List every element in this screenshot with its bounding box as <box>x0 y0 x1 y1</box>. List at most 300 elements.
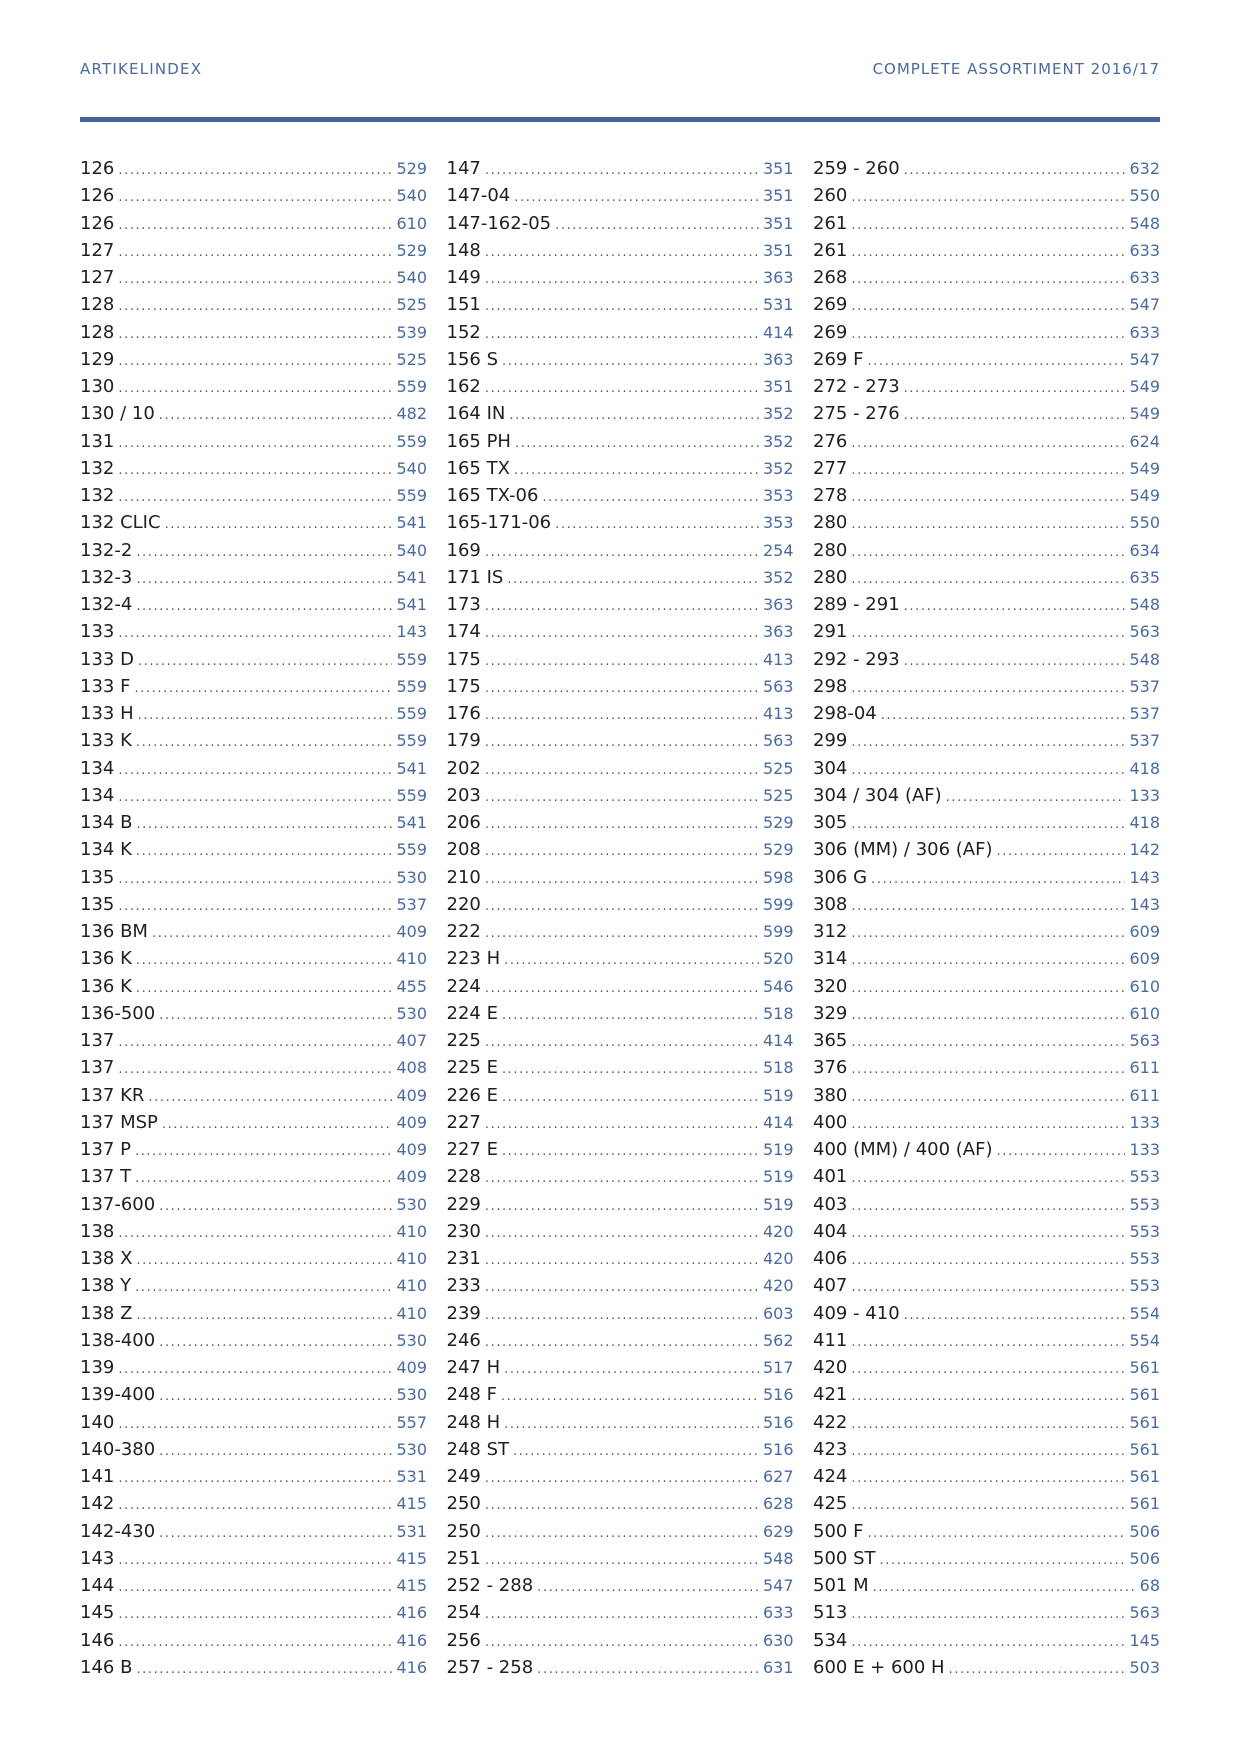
index-entry-page-number: 553 <box>1129 1167 1160 1187</box>
index-entry-term: 304 <box>813 757 848 779</box>
index-entry-term: 174 <box>446 621 481 643</box>
index-entry-page-number: 633 <box>762 1603 794 1623</box>
dot-leader <box>851 490 1125 505</box>
index-entry <box>447 1630 794 1657</box>
dot-leader <box>502 1008 759 1023</box>
dot-leader <box>851 735 1125 750</box>
index-entry-page-number: 414 <box>762 1031 794 1050</box>
index-entry <box>813 1248 1160 1275</box>
index-entry-page-number: 409 <box>396 1085 427 1105</box>
index-entry-term: 422 <box>813 1411 848 1433</box>
index-entry-term: 202 <box>446 757 481 779</box>
index-entry <box>813 403 1160 430</box>
index-entry-term: 226 E <box>446 1084 498 1106</box>
index-entry-term: 261 <box>813 239 848 261</box>
dot-leader <box>904 654 1126 669</box>
index-entry <box>813 567 1160 594</box>
index-entry-term: 143 <box>80 1547 115 1569</box>
index-entry-term: 139-400 <box>80 1384 156 1406</box>
index-entry-page-number: 520 <box>762 949 794 969</box>
index-entry-term: 230 <box>446 1220 481 1242</box>
dot-leader <box>851 681 1125 696</box>
index-entry-page-number: 519 <box>762 1140 794 1159</box>
dot-leader <box>851 953 1125 968</box>
index-entry-page-number: 142 <box>1129 840 1160 860</box>
index-entry-term: 306 (MM) / 306 (AF) <box>813 839 993 861</box>
dot-leader <box>485 1117 759 1132</box>
index-entry-term: 376 <box>813 1057 848 1079</box>
index-entry-term: 164 IN <box>446 403 506 425</box>
index-entry-page-number: 537 <box>396 894 427 914</box>
index-entry-term: 224 E <box>446 1002 498 1024</box>
index-entry-term: 513 <box>813 1602 848 1624</box>
dot-leader <box>118 626 392 641</box>
index-entry-page-number: 143 <box>1129 894 1160 914</box>
index-entry-page-number: 410 <box>396 1276 427 1296</box>
index-entry-term: 231 <box>446 1248 481 1269</box>
dot-leader <box>485 681 759 696</box>
index-entry-page-number: 541 <box>396 513 427 533</box>
index-entry <box>813 1657 1160 1684</box>
index-entry <box>447 1139 794 1166</box>
index-entry-page-number: 414 <box>762 322 794 342</box>
index-entry-term: 147 <box>446 158 481 179</box>
index-entry <box>447 267 794 294</box>
index-entry-page-number: 627 <box>762 1467 794 1486</box>
dot-leader <box>880 1553 1126 1568</box>
index-entry <box>80 976 427 1003</box>
index-entry-page-number: 549 <box>1129 377 1160 396</box>
dot-leader <box>485 272 759 287</box>
dot-leader <box>118 272 392 287</box>
dot-leader <box>537 1662 759 1677</box>
index-entry <box>447 921 794 948</box>
index-entry-term: 224 <box>446 975 481 997</box>
index-entry-term: 127 <box>80 267 115 288</box>
dot-leader <box>871 872 1125 887</box>
dot-leader <box>485 708 759 723</box>
index-entry-term: 329 <box>813 1002 848 1024</box>
index-entry-term: 280 <box>813 512 848 534</box>
dot-leader <box>159 1008 392 1023</box>
dot-leader <box>485 1635 759 1650</box>
index-entry-page-number: 518 <box>762 1058 794 1078</box>
dot-leader <box>485 1171 759 1186</box>
index-entry-term: 128 <box>80 321 115 343</box>
index-entry-page-number: 550 <box>1129 186 1160 206</box>
index-entry <box>813 1112 1160 1139</box>
dot-leader <box>118 899 392 914</box>
index-entry-term: 130 <box>80 376 115 397</box>
dot-leader <box>159 1526 392 1541</box>
index-entry-term: 600 E + 600 H <box>813 1656 945 1678</box>
index-entry-page-number: 549 <box>1129 486 1160 505</box>
index-entry-term: 165-171-06 <box>446 512 552 534</box>
dot-leader <box>485 1335 759 1350</box>
index-entry-page-number: 530 <box>396 1194 427 1214</box>
index-entry-term: 257 - 258 <box>446 1656 534 1678</box>
index-entry-term: 130 / 10 <box>80 403 155 425</box>
index-entry <box>80 1439 427 1466</box>
index-entry-page-number: 554 <box>1129 1330 1160 1350</box>
index-entry <box>447 512 794 539</box>
dot-leader <box>513 1444 759 1459</box>
dot-leader <box>118 190 392 205</box>
index-entry <box>813 1493 1160 1520</box>
index-entry <box>447 1521 794 1548</box>
index-entry <box>447 1439 794 1466</box>
index-entry-page-number: 549 <box>1129 404 1160 424</box>
index-entry-page-number: 525 <box>396 349 427 369</box>
index-entry-term: 500 ST <box>813 1547 876 1569</box>
dot-leader <box>485 1226 759 1241</box>
index-entry-page-number: 537 <box>1129 731 1160 751</box>
index-entry <box>80 730 427 757</box>
index-entry-term: 298-04 <box>813 703 877 724</box>
index-entry <box>80 376 427 403</box>
index-entry-page-number: 540 <box>396 268 427 287</box>
running-header-catalog: COMPLETE ASSORTIMENT 2016/17 <box>872 60 1160 78</box>
index-entry <box>813 1412 1160 1439</box>
index-entry <box>813 213 1160 240</box>
index-entry-term: 289 - 291 <box>813 594 900 615</box>
index-entry <box>80 1657 427 1684</box>
index-entry <box>447 649 794 676</box>
dot-leader <box>851 1417 1125 1432</box>
dot-leader <box>485 1308 759 1323</box>
dot-leader <box>136 844 393 859</box>
index-entry-term: 380 <box>813 1084 848 1106</box>
index-entry <box>813 322 1160 349</box>
dot-leader <box>159 408 393 423</box>
dot-leader <box>165 517 393 532</box>
index-entry-term: 147-04 <box>446 185 511 207</box>
dot-leader <box>851 1389 1125 1404</box>
dot-leader <box>136 735 393 750</box>
dot-leader <box>851 1171 1125 1186</box>
dot-leader <box>501 1389 759 1404</box>
dot-leader <box>485 763 759 778</box>
dot-leader <box>851 763 1125 778</box>
index-entry-page-number: 531 <box>762 295 794 315</box>
index-entry <box>813 349 1160 376</box>
dot-leader <box>118 1580 392 1595</box>
index-entry-page-number: 363 <box>762 268 794 287</box>
index-entry-term: 141 <box>80 1466 115 1487</box>
index-entry-page-number: 455 <box>396 976 427 996</box>
index-entry-term: 175 <box>446 648 481 670</box>
dot-leader <box>485 599 759 614</box>
index-entry-term: 299 <box>813 730 848 752</box>
index-entry <box>447 785 794 812</box>
index-entry-term: 133 F <box>80 675 131 697</box>
dot-leader <box>118 163 392 178</box>
index-entry-page-number: 610 <box>1129 1003 1160 1023</box>
index-entry-page-number: 353 <box>762 513 794 533</box>
dot-leader <box>485 735 759 750</box>
index-entry-page-number: 547 <box>762 1576 794 1595</box>
index-entry <box>813 1357 1160 1384</box>
index-entry <box>813 649 1160 676</box>
index-entry-page-number: 415 <box>396 1494 427 1514</box>
index-entry-term: 306 G <box>813 866 868 888</box>
index-entry <box>813 1275 1160 1302</box>
index-entry-term: 136 K <box>80 948 132 970</box>
index-entry-term: 304 / 304 (AF) <box>813 784 942 806</box>
index-entry-page-number: 408 <box>396 1058 427 1078</box>
index-entry-term: 134 B <box>80 812 133 833</box>
index-entry <box>813 1057 1160 1084</box>
index-entry <box>813 458 1160 485</box>
dot-leader <box>851 517 1125 532</box>
index-entry-term: 137 MSP <box>80 1111 158 1133</box>
index-entry-page-number: 414 <box>762 1112 794 1132</box>
dot-leader <box>118 1498 392 1513</box>
index-entry-term: 136-500 <box>80 1002 156 1024</box>
index-entry-page-number: 418 <box>1129 758 1160 778</box>
index-entry-page-number: 561 <box>1129 1439 1160 1459</box>
index-entry-term: 223 H <box>446 948 501 970</box>
index-entry <box>447 867 794 894</box>
dot-leader <box>118 354 392 369</box>
index-entry-term: 140-380 <box>80 1438 156 1460</box>
dot-leader <box>851 545 1125 560</box>
index-entry-page-number: 68 <box>1139 1576 1160 1595</box>
dot-leader <box>485 626 759 641</box>
index-entry-page-number: 550 <box>1129 513 1160 533</box>
index-entry-page-number: 548 <box>1129 649 1160 669</box>
index-entry-term: 228 <box>446 1166 481 1188</box>
index-entry-term: 149 <box>446 267 481 288</box>
index-entry-term: 256 <box>446 1629 481 1651</box>
index-entry-term: 137 <box>80 1030 115 1051</box>
index-entry-term: 308 <box>813 893 848 915</box>
index-entry-page-number: 610 <box>396 213 427 233</box>
dot-leader <box>118 1553 392 1568</box>
index-entry <box>447 1166 794 1193</box>
dot-leader <box>502 1144 759 1159</box>
index-entry-term: 220 <box>446 893 481 915</box>
index-entry-term: 129 <box>80 348 115 370</box>
index-entry-term: 165 PH <box>446 430 511 452</box>
index-entry-page-number: 559 <box>396 676 427 696</box>
dot-leader <box>118 1607 392 1622</box>
index-entry <box>80 1548 427 1575</box>
index-entry <box>80 185 427 212</box>
index-entry-page-number: 553 <box>1129 1276 1160 1296</box>
index-entry-page-number: 530 <box>396 1003 427 1023</box>
index-entry-term: 423 <box>813 1438 848 1460</box>
index-entry <box>447 431 794 458</box>
index-entry <box>80 594 427 621</box>
index-entry <box>80 158 427 185</box>
dot-leader <box>485 1471 759 1486</box>
dot-leader <box>851 272 1125 287</box>
index-entry-page-number: 133 <box>1129 785 1160 805</box>
dot-leader <box>135 1144 393 1159</box>
index-entry-page-number: 609 <box>1129 922 1160 941</box>
index-entry-term: 275 - 276 <box>813 403 900 425</box>
index-entry-term: 145 <box>80 1602 115 1624</box>
index-entry-page-number: 548 <box>1129 595 1160 614</box>
dot-leader <box>118 1226 392 1241</box>
dot-leader <box>135 1171 392 1186</box>
index-entry-page-number: 352 <box>762 567 794 587</box>
dot-leader <box>118 1471 392 1486</box>
index-entry-page-number: 628 <box>762 1494 794 1514</box>
dot-leader <box>118 218 392 233</box>
index-entry-term: 179 <box>446 730 481 752</box>
index-entry <box>80 1194 427 1221</box>
dot-leader <box>851 1117 1125 1132</box>
index-entry-term: 227 E <box>446 1139 498 1160</box>
index-entry <box>80 322 427 349</box>
dot-leader <box>904 381 1126 396</box>
index-entry-term: 305 <box>813 812 848 833</box>
index-entry-page-number: 409 <box>396 1112 427 1132</box>
index-entry <box>80 867 427 894</box>
index-entry-page-number: 611 <box>1129 1058 1160 1078</box>
index-entry-page-number: 540 <box>396 458 427 478</box>
index-entry-term: 278 <box>813 485 848 506</box>
dot-leader <box>851 1226 1125 1241</box>
index-entry-term: 156 S <box>446 348 499 370</box>
index-entry-term: 280 <box>813 566 848 588</box>
index-entry-term: 132-2 <box>80 539 133 561</box>
index-entry <box>80 1275 427 1302</box>
index-entry-page-number: 529 <box>396 159 427 178</box>
index-entry-term: 140 <box>80 1411 115 1433</box>
index-entry-term: 138 <box>80 1220 115 1242</box>
index-entry <box>813 1384 1160 1411</box>
index-entry <box>80 1630 427 1657</box>
index-entry <box>447 1003 794 1030</box>
index-entry <box>80 1493 427 1520</box>
index-entry-term: 165 TX <box>446 457 510 479</box>
dot-leader <box>851 327 1125 342</box>
index-entry-page-number: 624 <box>1129 431 1160 451</box>
dot-leader <box>504 1417 759 1432</box>
index-entry <box>813 376 1160 403</box>
index-entry-term: 406 <box>813 1248 848 1269</box>
index-entry-page-number: 143 <box>396 622 427 642</box>
index-entry-page-number: 561 <box>1129 1494 1160 1514</box>
index-entry-page-number: 410 <box>396 1221 427 1241</box>
index-entry-term: 132-4 <box>80 594 133 615</box>
index-entry-page-number: 519 <box>762 1167 794 1187</box>
index-entry-term: 320 <box>813 975 848 997</box>
dot-leader <box>162 1117 393 1132</box>
index-entry-term: 248 H <box>446 1411 501 1433</box>
index-entry-page-number: 530 <box>396 867 427 887</box>
index-entry-term: 268 <box>813 267 848 288</box>
index-entry <box>80 1357 427 1384</box>
dot-leader <box>485 817 759 832</box>
index-entry-term: 261 <box>813 212 848 234</box>
index-entry <box>80 1521 427 1548</box>
index-entry-page-number: 541 <box>396 595 427 614</box>
index-entry <box>813 976 1160 1003</box>
index-entry-term: 225 <box>446 1030 481 1051</box>
index-entry-term: 127 <box>80 239 115 261</box>
index-entry-page-number: 562 <box>762 1330 794 1350</box>
index-entry-page-number: 410 <box>396 1249 427 1268</box>
dot-leader <box>485 1280 759 1295</box>
index-entry <box>447 322 794 349</box>
index-entry-term: 134 <box>80 784 115 806</box>
index-entry-term: 250 <box>446 1493 481 1515</box>
index-entry <box>447 1548 794 1575</box>
dot-leader <box>904 163 1126 178</box>
index-entry <box>447 1221 794 1248</box>
index-column-1 <box>80 158 427 1684</box>
index-entry-page-number: 561 <box>1129 1358 1160 1377</box>
index-entry-page-number: 418 <box>1129 813 1160 832</box>
index-entry-page-number: 549 <box>1129 458 1160 478</box>
dot-leader <box>867 354 1125 369</box>
dot-leader <box>485 1607 759 1622</box>
index-entry-term: 135 <box>80 893 115 915</box>
dot-leader <box>555 517 759 532</box>
index-entry-page-number: 633 <box>1129 322 1160 342</box>
index-entry <box>813 294 1160 321</box>
index-entry-term: 137 <box>80 1057 115 1079</box>
index-entry <box>80 458 427 485</box>
index-entry-page-number: 351 <box>762 377 794 396</box>
index-entry <box>447 758 794 785</box>
dot-leader <box>851 1471 1125 1486</box>
index-entry-page-number: 563 <box>1129 1031 1160 1050</box>
dot-leader <box>504 953 759 968</box>
index-entry-term: 239 <box>446 1302 481 1324</box>
index-entry <box>447 540 794 567</box>
dot-leader <box>485 790 759 805</box>
index-entry-term: 175 <box>446 675 481 697</box>
dot-leader <box>851 1444 1125 1459</box>
index-entry-page-number: 559 <box>396 431 427 451</box>
index-entry-page-number: 363 <box>762 622 794 642</box>
dot-leader <box>118 763 392 778</box>
dot-leader <box>873 1580 1136 1595</box>
index-entry-term: 254 <box>446 1602 481 1624</box>
index-entry <box>80 294 427 321</box>
index-entry <box>813 431 1160 458</box>
index-entry-page-number: 353 <box>762 486 794 505</box>
dot-leader <box>118 1417 392 1432</box>
index-entry-page-number: 503 <box>1129 1657 1160 1677</box>
dot-leader <box>118 436 392 451</box>
index-entry-page-number: 133 <box>1129 1140 1160 1159</box>
index-entry-term: 252 - 288 <box>446 1575 534 1596</box>
dot-leader <box>851 1090 1125 1105</box>
index-entry <box>813 839 1160 866</box>
index-entry <box>80 1030 427 1057</box>
index-entry-page-number: 415 <box>396 1548 427 1568</box>
dot-leader <box>509 408 759 423</box>
index-entry-term: 138 Y <box>80 1275 132 1297</box>
index-entry-page-number: 409 <box>396 1167 427 1187</box>
index-entry <box>80 1384 427 1411</box>
dot-leader <box>851 1498 1125 1513</box>
index-entry-term: 424 <box>813 1466 848 1487</box>
index-entry <box>80 240 427 267</box>
dot-leader <box>851 981 1125 996</box>
dot-leader <box>542 490 759 505</box>
index-entry-page-number: 633 <box>1129 268 1160 287</box>
index-entry <box>813 703 1160 730</box>
index-entry <box>447 185 794 212</box>
index-entry-page-number: 537 <box>1129 704 1160 723</box>
